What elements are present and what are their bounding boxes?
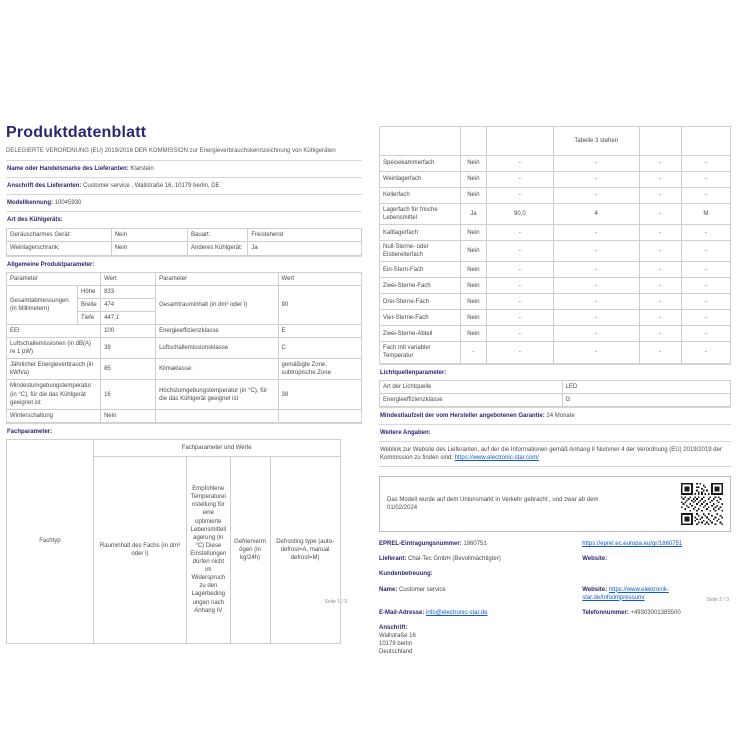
dimension-height-label: Höhe	[78, 285, 101, 298]
table-cell: -	[487, 241, 554, 262]
dimension-depth-label: Tiefe	[78, 311, 101, 324]
table-row	[7, 242, 362, 255]
table-row	[7, 409, 362, 422]
compartment-header-table	[6, 439, 341, 644]
dimensions-label: Gesamtabmessungen (in Millimetern)	[7, 285, 78, 324]
regulation-subtitle: DELEGIERTE VERORDNUNG (EU) 2019/2016 DER KOMMISSION zur Energieverbrauchskennzeichnung von Kühlgeräten	[6, 147, 336, 154]
light-source-body	[380, 380, 731, 406]
table-cell: Nein	[460, 326, 486, 342]
table-cell: Geräuscharmes Gerät:	[7, 229, 112, 242]
table-cell: Nein	[111, 242, 187, 255]
light-source-heading: Lichtquellenparameter:	[379, 364, 731, 381]
table-row	[380, 326, 731, 342]
table-cell: -	[553, 294, 639, 310]
compartment-freezing-header: Gefriervermögen (in kg/24h)	[230, 456, 270, 643]
table-row	[7, 380, 362, 409]
appliance-type-table-body	[7, 229, 362, 255]
table-cell: Weinlagerschrank:	[7, 242, 112, 255]
table-cell: -	[639, 156, 681, 172]
support-name-left	[379, 586, 582, 602]
table-cell: -	[681, 262, 730, 278]
table-cell: G	[562, 393, 731, 406]
weblink-row	[379, 441, 731, 467]
supplier-name-value: Klarstein	[130, 165, 154, 172]
table-cell	[460, 127, 486, 156]
general-parameters-heading: Allgemeine Produktparameter:	[6, 256, 362, 273]
website-label: Website:	[582, 556, 608, 563]
table-row	[380, 156, 731, 172]
table-row	[380, 342, 731, 363]
table-cell: Vier-Sterne-Fach	[380, 310, 461, 326]
table-row	[380, 393, 731, 406]
qr-code-icon	[681, 483, 723, 525]
table-cell: -	[553, 310, 639, 326]
table-cell: Parameter	[156, 272, 278, 285]
supplier-address-row	[6, 177, 362, 194]
warranty-value: 24 Monate	[546, 412, 575, 419]
supplier-address-label: Anschrift des Lieferanten:	[7, 183, 82, 190]
support-name-row	[379, 586, 731, 602]
table-cell: Nein	[460, 225, 486, 241]
market-placement-box	[379, 476, 731, 532]
table-cell: M	[681, 204, 730, 225]
table-row	[380, 172, 731, 188]
table-cell: Ja	[460, 204, 486, 225]
table-cell: -	[639, 326, 681, 342]
eprel-label: EPREL-Eintragungsnummer:	[379, 541, 462, 548]
address-line-city: 10179 berlin	[379, 640, 413, 647]
model-row	[6, 194, 362, 211]
table-cell: -	[639, 204, 681, 225]
table-cell: -	[487, 156, 554, 172]
table-cell: EEI	[7, 325, 101, 338]
compartment-type-header: Fachtyp	[7, 439, 94, 643]
supplier-value: Chal-Tec GmbH (Bevollmächtigter)	[408, 556, 501, 563]
address-label: Anschrift:	[379, 624, 408, 631]
eprel-row	[379, 540, 731, 548]
table-cell: -	[553, 342, 639, 363]
table-cell: Ja	[248, 242, 362, 255]
model-label: Modellkennung:	[7, 200, 53, 207]
email-label: E-Mail-Adresse:	[379, 609, 425, 616]
model-value: 10045930	[54, 200, 82, 207]
table-cell	[278, 409, 361, 422]
table-cell: -	[639, 294, 681, 310]
table-cell: -	[639, 241, 681, 262]
table-cell: -	[553, 188, 639, 204]
table-row	[7, 439, 341, 456]
email-left	[379, 609, 582, 617]
support-heading-row	[379, 570, 731, 578]
table-cell: Jährlicher Energieverbrauch (in kWh/a)	[7, 359, 101, 380]
table-cell: Luftschallemissionen (in dB(A) re 1 pW)	[7, 338, 101, 359]
table-row	[380, 278, 731, 294]
table-cell: Freistehend	[248, 229, 362, 242]
supplier-label: Lieferant:	[379, 556, 407, 563]
table-row	[380, 310, 731, 326]
volume-label: Gesamtrauminhalt (in dm³ oder l)	[156, 285, 278, 324]
table-cell: Nein	[460, 156, 486, 172]
table-cell: Luftschallemissionsklasse	[156, 338, 278, 359]
more-info-heading-row	[379, 424, 731, 441]
table-cell: Nein	[460, 262, 486, 278]
page-title: Produktdatenblatt	[6, 124, 147, 141]
table-cell: -	[639, 262, 681, 278]
table-cell: Null-Sterne- oder Eisbereiterfach	[380, 241, 461, 262]
warranty-label: Mindestlaufzeit der vom Hersteller angebotenen Garantie:	[380, 412, 545, 419]
appliance-type-table	[6, 228, 362, 255]
table-cell: -	[553, 172, 639, 188]
table-cell: -	[639, 225, 681, 241]
table-cell: Ein-Stern-Fach	[380, 262, 461, 278]
table-cell: Fach mit variabler Temperatur	[380, 342, 461, 363]
table-cell: -	[487, 310, 554, 326]
table-cell: -	[639, 188, 681, 204]
phone-label: Telefonnummer:	[582, 609, 629, 616]
table-row	[380, 188, 731, 204]
eprel-right	[582, 540, 731, 548]
table-row	[380, 294, 731, 310]
table-row	[7, 272, 362, 285]
table-cell: 100	[101, 325, 156, 338]
table-cell: Nein	[460, 188, 486, 204]
continuation-header-cell: Tabelle 3 stehen	[553, 127, 639, 156]
table-cell: Energieeffizienzklasse	[380, 393, 563, 406]
table-cell: -	[553, 241, 639, 262]
table-row	[380, 262, 731, 278]
table-cell: -	[553, 225, 639, 241]
table-cell: -	[639, 278, 681, 294]
table-cell: 38	[278, 380, 361, 409]
table-cell	[380, 127, 461, 156]
table-cell: Lagerfach für frische Lebensmittel	[380, 204, 461, 225]
weblink-text: Weblink zur Website des Lieferanten, auf der die Informationen gemäß Anhang II Nummer 4 der Verordnung (EU) 2019/2019 der Kommission zu finden sind:	[380, 447, 722, 462]
table-row	[380, 380, 731, 393]
table-cell: -	[487, 172, 554, 188]
table-row	[380, 204, 731, 225]
table-cell: -	[487, 326, 554, 342]
table-cell: Weinlagerfach	[380, 172, 461, 188]
dimension-width-value: 474	[101, 298, 156, 311]
table-cell: -	[487, 188, 554, 204]
table-cell: 85	[101, 359, 156, 380]
table-cell: -	[681, 278, 730, 294]
table-row	[7, 359, 362, 380]
supplier-name-row	[6, 160, 362, 177]
dimension-height-value: 833	[101, 285, 156, 298]
table-row	[7, 285, 362, 298]
table-row	[380, 225, 731, 241]
table-cell: -	[487, 278, 554, 294]
table-cell: -	[487, 262, 554, 278]
table-cell: 90,0	[487, 204, 554, 225]
table-cell: -	[681, 225, 730, 241]
supplier-name-label: Name oder Handelsmarke des Lieferanten:	[7, 165, 129, 172]
eprel-value: 1860751	[463, 541, 487, 548]
table-cell: Energieeffizienzklasse	[156, 325, 278, 338]
table-cell: -	[639, 172, 681, 188]
table-cell: -	[553, 278, 639, 294]
eprel-link[interactable]: https://eprel.ec.europa.eu/qr/1860751	[582, 541, 683, 548]
table-cell: -	[681, 172, 730, 188]
table-cell: Wert	[278, 272, 361, 285]
table-cell: Kaltlagerfach	[380, 225, 461, 241]
table-cell: Nein	[460, 310, 486, 326]
table-cell	[639, 127, 681, 156]
table-cell: -	[681, 294, 730, 310]
support-website-label: Website:	[582, 586, 608, 593]
address-line-country: Deutschland	[379, 649, 413, 656]
table-cell: Höchstumgebungstemperatur (in °C), für die das Kühlgerät geeignet ist	[156, 380, 278, 409]
compartment-values-body	[380, 156, 731, 364]
contact-section	[379, 540, 731, 656]
table-cell: 39	[101, 338, 156, 359]
table-cell: -	[553, 326, 639, 342]
phone-right	[582, 609, 731, 617]
compartment-defrost-header: Defrosting type (auto-defrost=A, manual defrost=M)	[270, 456, 340, 643]
table-cell: -	[681, 342, 730, 363]
table-row	[7, 325, 362, 338]
table-cell: Zwei-Sterne-Abteil	[380, 326, 461, 342]
table-row	[7, 229, 362, 242]
compartment-group-header: Fachparameter und Werte	[93, 439, 340, 456]
table-cell: Anderes Kühlgerät:	[188, 242, 248, 255]
table-cell: -	[487, 342, 554, 363]
table-cell: -	[681, 156, 730, 172]
dimension-width-label: Breite	[78, 298, 101, 311]
table-cell: Nein	[111, 229, 187, 242]
table-cell: E	[278, 325, 361, 338]
appliance-type-label: Art des Kühlgeräts:	[7, 217, 63, 224]
table-cell: LED	[562, 380, 731, 393]
table-cell: -	[487, 294, 554, 310]
address-row	[379, 624, 731, 656]
dimension-depth-value: 447,1	[101, 311, 156, 324]
table-cell: C	[278, 338, 361, 359]
table-cell: Nein	[460, 278, 486, 294]
volume-value: 90	[278, 285, 361, 324]
table-cell: Wert	[101, 272, 156, 285]
table-cell: Nein	[460, 241, 486, 262]
general-parameters-table	[6, 324, 362, 423]
general-parameters-header-table	[6, 272, 362, 286]
page-2	[379, 126, 731, 656]
table-cell: -	[553, 156, 639, 172]
table-cell: Klimaklasse:	[156, 359, 278, 380]
table-cell: -	[553, 262, 639, 278]
supplier-right	[582, 555, 731, 563]
support-name-label: Name:	[379, 586, 398, 593]
table-cell: Nein	[101, 409, 156, 422]
table-cell: -	[639, 342, 681, 363]
compartment-values-table	[379, 126, 731, 364]
appliance-type-row	[6, 211, 362, 228]
table-row	[380, 241, 731, 262]
warranty-row	[379, 407, 731, 424]
table-cell	[156, 409, 278, 422]
supplier-website-link[interactable]: https://www.electronic-star.com/	[454, 455, 540, 462]
address-left	[379, 624, 586, 656]
page-1	[6, 122, 362, 614]
general-parameters-body	[7, 325, 362, 423]
more-info-heading: Weitere Angaben:	[380, 429, 431, 436]
table-cell: 4	[553, 204, 639, 225]
table-row	[380, 127, 731, 156]
support-name-value: Customer service	[399, 586, 446, 593]
page-number-right: Seite 2 / 3	[706, 597, 729, 604]
table-cell: Art der Lichtquelle	[380, 380, 563, 393]
table-cell: -	[681, 188, 730, 204]
compartment-volume-header: Rauminhalt des Fachs (in dm³ oder l)	[93, 456, 186, 643]
table-cell: Speisekammerfach	[380, 156, 461, 172]
table-cell: -	[460, 342, 486, 363]
table-cell	[681, 127, 730, 156]
table-cell: Mindestumgebungstemperatur (in °C), für die das Kühlgerät geeignet ist	[7, 380, 101, 409]
table-cell: Kellerfach	[380, 188, 461, 204]
table-cell: -	[681, 310, 730, 326]
table-row	[7, 338, 362, 359]
table-cell: Nein	[460, 294, 486, 310]
table-cell: Parameter	[7, 272, 101, 285]
eprel-left	[379, 540, 582, 548]
support-heading-left	[379, 570, 586, 578]
supplier-left	[379, 555, 582, 563]
table-cell: -	[681, 326, 730, 342]
table-cell: Nein	[460, 172, 486, 188]
table-cell: Zwei-Sterne-Fach	[380, 278, 461, 294]
table-cell: -	[487, 225, 554, 241]
email-link[interactable]: info@electronic-star.de	[426, 609, 488, 616]
email-phone-row	[379, 609, 731, 617]
table-cell	[487, 127, 554, 156]
phone-value: +49303001385500	[630, 609, 681, 616]
supplier-row	[379, 555, 731, 563]
market-placement-text: Das Modell wurde auf dem Unionsmarkt in Verkehr gebracht , und zwar ab dem 01/02/2024	[387, 497, 599, 512]
table-cell: 16	[101, 380, 156, 409]
support-website-link[interactable]: https://www.elektronik-star.de/Info/impressum/	[582, 586, 669, 601]
light-source-table	[379, 380, 731, 407]
table-cell: Winterschaltung	[7, 409, 101, 422]
support-heading: Kundenbetreuung:	[379, 571, 433, 578]
dimensions-table	[6, 285, 362, 325]
table-cell: -	[681, 241, 730, 262]
compartment-parameters-heading: Fachparameter:	[6, 423, 362, 440]
table-cell: -	[639, 310, 681, 326]
page-number-left: Seite 1 / 3	[324, 599, 347, 606]
table-cell: Bauart:	[188, 229, 248, 242]
table-cell: Drei-Sterne-Fach	[380, 294, 461, 310]
address-line-street: Wallstraße 16	[379, 632, 416, 639]
compartment-temperature-header: Empfohlene Temperatureinstellung für eine optimierte Lebensmittellagerung (in °C) Diese Einstellungen dürfen nicht im Widerspruch zu den Lagerbedingungen nach Anhang IV	[187, 456, 230, 643]
table-cell: gemäßigte Zone, subtropische Zone	[278, 359, 361, 380]
supplier-address-value: Customer service , Wallstraße 16, 10179 berlin, DE	[83, 183, 220, 190]
